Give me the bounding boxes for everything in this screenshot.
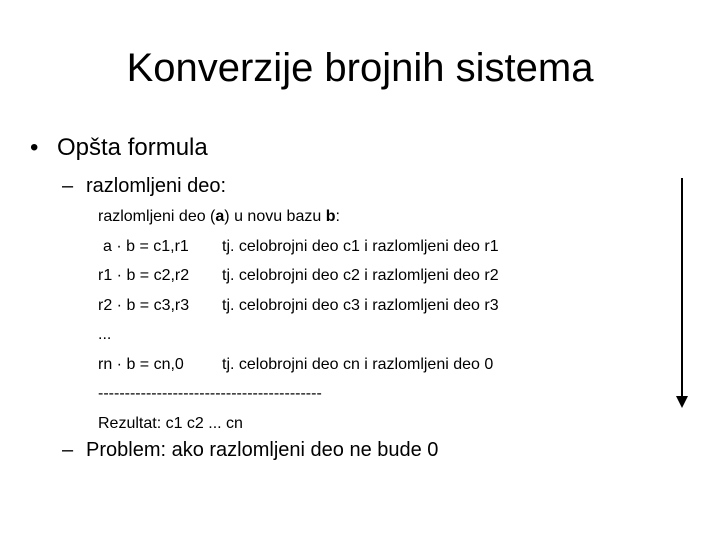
formula-row-left: r2 · b = c3,r3 bbox=[98, 296, 190, 314]
formula-intro bbox=[98, 202, 499, 232]
formula-row bbox=[98, 261, 499, 291]
formula-row bbox=[98, 232, 499, 262]
formula-result: Rezultat: c1 c2 ... cn bbox=[98, 414, 243, 432]
down-arrow-icon bbox=[672, 178, 692, 410]
bullet-marker: • bbox=[30, 134, 39, 161]
formula-separator: ------------------------------------------ bbox=[98, 385, 322, 402]
intro-b: b bbox=[325, 208, 336, 225]
intro-prefix: razlomljeni deo ( bbox=[98, 208, 216, 225]
formula-row-left: r1 · b = c2,r2 bbox=[98, 267, 190, 284]
sub-bullet-text: Problem: ako razlomljeni deo ne bude 0 bbox=[86, 439, 439, 461]
formula-row-right: tj. celobrojni deo c3 i razlomljeni deo r3 bbox=[222, 296, 499, 314]
bullet-general-formula bbox=[30, 132, 208, 164]
sub-bullet-fractional-part bbox=[62, 172, 226, 200]
formula-row bbox=[98, 291, 499, 321]
intro-a: a bbox=[215, 208, 225, 225]
sub-bullet-text: razlomljeni deo: bbox=[86, 175, 227, 197]
sub-bullet-problem bbox=[62, 436, 438, 464]
formula-ellipsis: ... bbox=[98, 326, 112, 343]
slide-title: Konverzije brojnih sistema bbox=[126, 46, 594, 90]
intro-middle: ) u novu bazu bbox=[224, 208, 326, 225]
formula-row-right: tj. celobrojni deo c2 i razlomljeni deo r2 bbox=[222, 267, 499, 284]
formula-last-right: tj. celobrojni deo cn i razlomljeni deo 0 bbox=[222, 355, 494, 373]
formula-last-row bbox=[98, 350, 499, 380]
formula-row-left: a · b = c1,r1 bbox=[103, 237, 189, 255]
intro-suffix: : bbox=[335, 208, 340, 225]
bullet-text: Opšta formula bbox=[57, 134, 208, 161]
sub-bullet-marker: – bbox=[62, 175, 74, 197]
formula-block bbox=[98, 202, 499, 438]
formula-row-right: tj. celobrojni deo c1 i razlomljeni deo r1 bbox=[222, 237, 499, 255]
formula-last-left: rn · b = cn,0 bbox=[98, 355, 184, 373]
sub-bullet-marker: – bbox=[62, 439, 74, 461]
